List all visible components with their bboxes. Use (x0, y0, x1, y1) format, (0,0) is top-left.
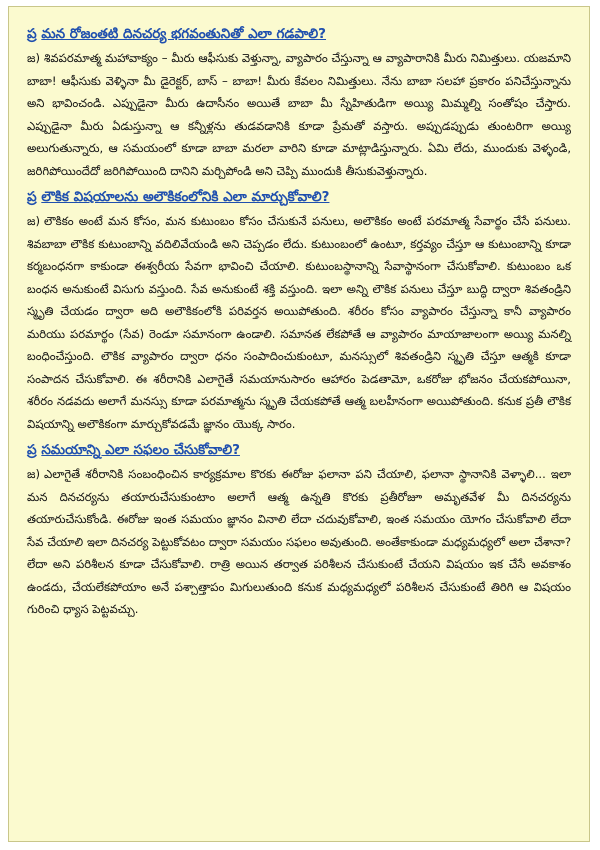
qa-block-1 (27, 23, 571, 182)
answer-2 (27, 210, 571, 435)
question-prefix: ప్ర (27, 26, 37, 42)
answer-text: లౌకికం అంటే మన కోసం, మన కుటుంబం కోసం చేసుకునే పనులు, అలౌకికం అంటే పరమాత్మ సేవార్థం చేసే పనులు. శివబాబా లౌకిక కుటుంబాన్ని వదిలివేయండి అని చెప్పడం లేదు. కుటుంబంలో ఉంటూ, కర్తవ్యం చేస్తూ ఆ కుటుంబాన్ని కూడా కర్మబంధనగా కాకుండా ఈశ్వరీయ సేవగా భావించి చేయాలి. కుటుంబస్థానాన్ని సేవాస్థానంగా చేసుకోవాలి. కుటుంబం ఒక బంధన అనుకుంటే విసుగు వస్తుంది. సేవ అనుకుంటే శక్తి వస్తుంది. ఇలా అన్ని లౌకిక పనులు చేస్తూ బుద్ధి ద్వారా శివతండ్రిని స్మృతి చేయడం ద్వారా అది అలౌకికంలోకి పరివర్తన అయిపోతుంది. శరీరం కోసం వ్యాపారం చేస్తున్నా కానీ వ్యాపారం మరియు పరమార్థం (సేవ) రెండూ సమానంగా ఉండాలి. సమానత లేకపోతే ఆ వ్యాపారం మాయాజాలంగా అయ్యి మనల్ని బంధించేస్తుంది. లౌకిక వ్యాపారం ద్వారా ధనం సంపాదించుకుంటూ, మనస్సులో శివతండ్రిని స్మృతి చేస్తూ ఆత్మకి కూడా సంపాదన చేసుకోవాలి. ఈ శరీరానికి ఎలాగైతే సమయానుసారం ఆహారం పెడతామో, ఒకరోజు భోజనం చేయకపోయినా, శరీరం నడవదు అలాగే మనస్సు కూడా పరమాత్మను స్మృతి చేయకపోతే ఆత్మ బలహీనంగా అయిపోతుంది. కనుక ప్రతీ లౌకిక విషయాన్ని అలౌకికంగా మార్చుకోవడమే జ్ఞానం యొక్క సారం. (27, 214, 571, 431)
answer-prefix: జ) (27, 467, 40, 481)
question-text: మన రోజంతటి దినచర్య భగవంతునితో ఎలా గడపాలి? (41, 26, 327, 42)
answer-1 (27, 47, 571, 182)
question-text: లౌకిక విషయాలను అలౌకికంలోనికి ఎలా మార్చుకోవాలి? (41, 189, 330, 205)
answer-prefix: జ) (27, 51, 40, 65)
answer-3 (27, 463, 571, 621)
qa-block-3 (27, 439, 571, 621)
answer-prefix: జ) (27, 214, 40, 228)
question-2 (27, 186, 571, 208)
document-page (8, 6, 590, 842)
question-prefix: ప్ర (27, 442, 37, 458)
question-text: సమయాన్ని ఎలా సఫలం చేసుకోవాలి? (41, 442, 240, 458)
question-prefix: ప్ర (27, 189, 37, 205)
answer-text: ఎలాగైతే శరీరానికి సంబంధించిన కార్యక్రమాల కొరకు ఈరోజు ఫలానా పని చేయాలి, ఫలానా స్థానానికి వెళ్ళాలి... ఇలా మన దినచర్యను తయారుచేసుకుంటాం అలాగే ఆత్మ ఉన్నతి కొరకు ప్రతీరోజూ అమృతవేళ మీ దినచర్యను తయారుచేసుకోండి. ఈరోజు ఇంత సమయం జ్ఞానం వినాలి లేదా చదువుకోవాలి, ఇంత సమయం యోగం చేసుకోవాలి లేదా సేవ చేయాలి ఇలా దినచర్య పెట్టుకోవటం ద్వారా సమయం సఫలం అవుతుంది. అంతేకాకుండా మధ్యమధ్యలో అలా చేశానా? లేదా అని పరిశీలన కూడా చేసుకోవాలి. రాత్రి అయిన తర్వాత పరిశీలన చేసుకుంటే చేయని విషయం ఇక చేసే అవకాశం ఉండదు, చేయలేకపోయాం అనే పశ్చాత్తాపం మిగులుతుంది కనుక మధ్యమధ్యలో పరిశీలన చేసుకుంటే తిరిగి ఆ విషయం గురించి ధ్యాస పెట్టవచ్చు. (27, 467, 571, 616)
question-3 (27, 439, 571, 461)
question-1 (27, 23, 571, 45)
qa-block-2 (27, 186, 571, 435)
answer-text: శివపరమాత్మ మహావాక్యం – మీరు ఆఫీసుకు వెళ్తున్నా, వ్యాపారం చేస్తున్నా ఆ వ్యాపారానికి మీరు నిమిత్తులు. యజమాని బాబా! ఆఫీసుకు వెళ్ళినా మీ డైరెక్టర్, బాస్ – బాబా! మీరు కేవలం నిమిత్తులు. నేను బాబా సలహా ప్రకారం పనిచేస్తున్నాను అని భావించండి. ఎప్పుడైనా మీరు ఉదాసీనం అయితే బాబా మీ స్నేహితుడిగా అయ్యి మిమ్మల్ని సంతోషం చేస్తారు. ఎప్పుడైనా మీరు ఏడుస్తున్నా ఆ కన్నీళ్లను తుడవడానికి కూడా ప్రేమతో వస్తారు. అప్పుడప్పుడు తుంటరిగా అయ్యి అలుగుతున్నారు, ఆ సమయంలో కూడా బాబా మరలా వారిని కూడా మాట్లాడిస్తున్నారు. ఏమి లేదు, ముందుకు వెళ్ళండి, జరిగిపోయిందేదో జరిగిపోయింది దానిని మర్చిపోండి అని చెప్పి ముందుకి తీసుకువెళ్తున్నారు. (27, 51, 571, 178)
